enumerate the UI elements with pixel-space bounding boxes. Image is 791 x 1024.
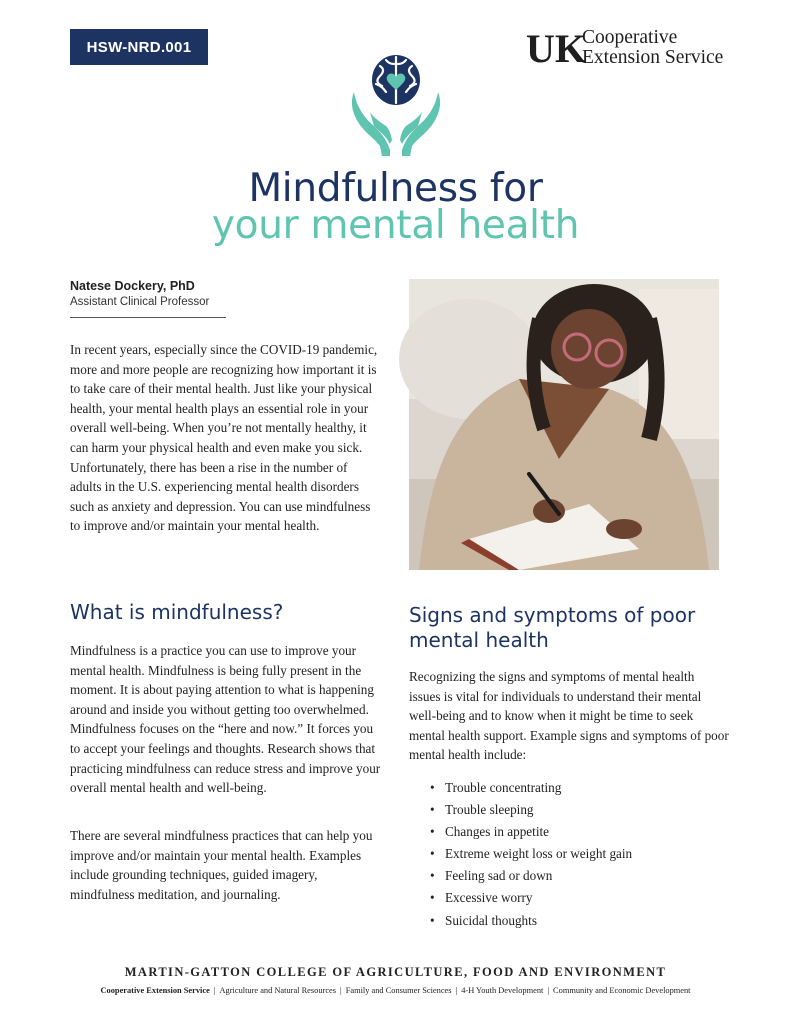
svg-text:UK: UK bbox=[526, 26, 586, 71]
intro-paragraph: In recent years, especially since the COVID-19 pandemic, more and more people are recognizing how important it is to take care of their mental health. Just like your physical health, your mental health plays an essential role in your overall well-being. When you’re not mentally healthy, it can harm your physical health and even make you sick. Unfortunately, there has been a rise in the number of adults in the U.S. experiencing mental health disorders such as anxiety and depression. You can use mindfulness to improve and/or maintain your mental health. bbox=[70, 342, 378, 534]
signs-symptoms-paragraph: Recognizing the signs and symptoms of mental health issues is vital for individuals to understand their mental well-being and to know when it might be time to seek mental health support. Example signs and symptoms of poor mental health include: bbox=[409, 669, 729, 763]
author-title: Assistant Clinical Professor bbox=[70, 296, 210, 308]
footer-separator: | bbox=[547, 986, 550, 995]
title-line-2: your mental health bbox=[211, 203, 580, 248]
signs-symptoms-heading: Signs and symptoms of poor mental health bbox=[409, 603, 696, 652]
what-is-mindfulness-paragraph-2: There are several mindfulness practices that can help you improve and/or maintain your mental health. Examples include grounding techniques, guided imagery, mindfulness meditation, and journaling. bbox=[70, 828, 373, 902]
woman-journaling-photo bbox=[409, 279, 719, 570]
footer-separator: | bbox=[340, 986, 342, 995]
list-item: • Suicidal thoughts bbox=[430, 910, 632, 932]
what-is-mindfulness-paragraph-1: Mindfulness is a practice you can use to improve your mental health. Mindfulness is being fully present in the moment. It is about paying attention to what is happening around and inside you without getting too overwhelmed. Mindfulness focuses on the “here and now.” It forces you to accept your feelings and thoughts. Research shows that practicing mindfulness can reduce stress and improve your overall mental health and well-being. bbox=[70, 643, 381, 796]
list-item: • Trouble sleeping bbox=[430, 799, 632, 821]
footer-separator: | bbox=[213, 986, 216, 995]
author-name: Natese Dockery, PhD bbox=[70, 279, 195, 293]
org-name-line-1: Cooperative bbox=[582, 27, 678, 48]
author-divider bbox=[70, 317, 226, 318]
footer-dept: Family and Consumer Sciences bbox=[345, 986, 452, 995]
uk-extension-logo bbox=[526, 26, 756, 70]
symptoms-list bbox=[430, 777, 632, 932]
footer-dept: Agriculture and Natural Resources bbox=[219, 986, 337, 995]
uk-logo-icon bbox=[526, 26, 586, 71]
brain-hands-icon bbox=[350, 52, 442, 156]
footer-separator: | bbox=[455, 986, 458, 995]
list-item: • Trouble concentrating bbox=[430, 777, 632, 799]
org-name-line-2: Extension Service bbox=[582, 47, 724, 68]
list-item: • Changes in appetite bbox=[430, 821, 632, 843]
list-item: • Excessive worry bbox=[430, 887, 632, 909]
publication-code-badge: HSW-NRD.001 bbox=[70, 29, 208, 65]
org-name bbox=[582, 28, 723, 68]
footer-dept: Cooperative Extension Service bbox=[100, 986, 210, 995]
what-is-mindfulness-heading: What is mindfulness? bbox=[70, 600, 284, 624]
author-block bbox=[70, 279, 209, 308]
list-item: • Extreme weight loss or weight gain bbox=[430, 843, 632, 865]
list-item: • Feeling sad or down bbox=[430, 865, 632, 887]
footer-departments bbox=[0, 986, 791, 995]
title-line-1: Mindfulness for bbox=[248, 166, 543, 211]
footer-dept: Community and Economic Development bbox=[553, 986, 691, 995]
footer-college-name: MARTIN-GATTON COLLEGE OF AGRICULTURE, FOOD AND ENVIRONMENT bbox=[124, 965, 667, 979]
footer-dept: 4-H Youth Development bbox=[461, 986, 544, 995]
